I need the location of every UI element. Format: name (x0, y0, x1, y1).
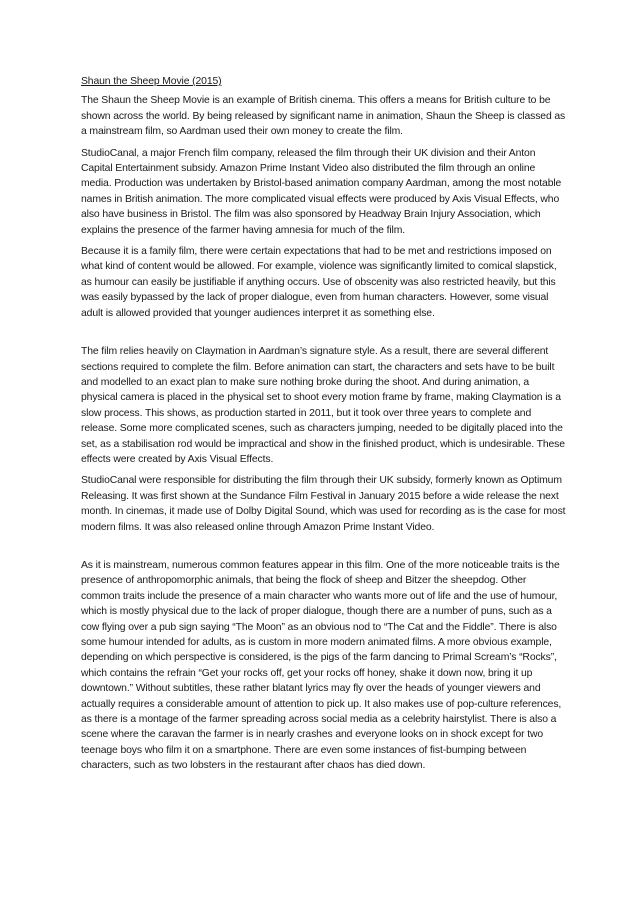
section-gap (81, 541, 568, 558)
paragraph: StudioCanal were responsible for distributing the film through their UK subsidy, formerly known as Optimum Releasing. It was first shown at the Sundance Film Festival in January 2015 before a wide release the next month. In cinemas, it made use of Dolby Digital Sound, which was used for recording as is the case for most modern films. It was also released online through Amazon Prime Instant Video. (81, 475, 566, 533)
document-title: Shaun the Sheep Movie (2015) (81, 76, 222, 87)
paragraph: The film relies heavily on Claymation in Aardman’s signature style. As a result, there are several different sections required to complete the film. Before animation can start, the characters and sets have to be built and modelled to an exact plan to make sure nothing broke during the shoot. And during animation, a physical camera is placed in the physical set to shoot every motion frame by frame, making Claymation is a slow process. This shows, as production started in 2011, but it took over three years to complete and release. Some more complicated scenes, such as characters jumping, needed to be digitally placed into the set, as a stabilisation rod would be impractical and show in the finished product, which is undesirable. These effects were created by Axis Visual Effects. (81, 346, 565, 465)
paragraph: As it is mainstream, numerous common features appear in this film. One of the more noticeable traits is the presence of anthropomorphic animals, that being the flock of sheep and Bitzer the sheepdog. Other common traits include the presence of a main character who wants more out of life and the use of humour, which is mostly physical due to the lack of proper dialogue, though there are a number of puns, such as a cow flying over a pub sign saying “The Moon” as an obvious nod to “The Cat and the Fiddle”. There is also some humour intended for adults, as is custom in more modern animated films. A more obvious example, depending on which perspective is considered, is the pigs of the farm dancing to Primal Scream’s “Rocks”, which contains the refrain “Get your rocks off, get your rocks off honey, shake it down now, bring it up downtown.” Without subtitles, these rather blatant lyrics may fly over the heads of younger viewers and actually requires a considerable amount of attention to pick up. It also makes use of pop-culture references, as there is a montage of the farmer spreading across social media as a celebrity hairstylist. There is also a scene where the caravan the farmer is in nearly crashes and everyone looks on in shock except for two teenage boys who film it on a smartphone. There are even some instances of fist-bumping between characters, such as two lobsters in the restaurant after chaos has died down. (81, 559, 562, 772)
paragraph: The Shaun the Sheep Movie is an example of British cinema. This offers a means for British culture to be shown across the world. By being released by significant name in animation, Shaun the Sheep is classed as a mainstream film, so Aardman used their own money to create the film. (81, 95, 566, 138)
section-gap (81, 327, 568, 344)
paragraph: StudioCanal, a major French film company, released the film through their UK division and their Anton Capital Entertainment subsidy. Amazon Prime Instant Video also distributed the film through an online media. Production was undertaken by Bristol-based animation company Aardman, among the most notable names in British animation. The more complicated visual effects were produced by Axis Visual Effects, who also have business in Bristol. The film was also sponsored by Headway Brain Injury Association, which explains the presence of the farmer having amnesia for much of the film. (81, 147, 562, 236)
paragraph: Because it is a family film, there were certain expectations that had to be met and restrictions imposed on what kind of content would be allowed. For example, violence was significantly limited to comical slapstick, as humour can easily be justifiable if anything occurs. Use of obscenity was also restricted heavily, but this was easily bypassed by the lack of proper dialogue, even from human characters. However, some visual adult is allowed provided that younger audiences interpret it as something else. (81, 246, 557, 319)
